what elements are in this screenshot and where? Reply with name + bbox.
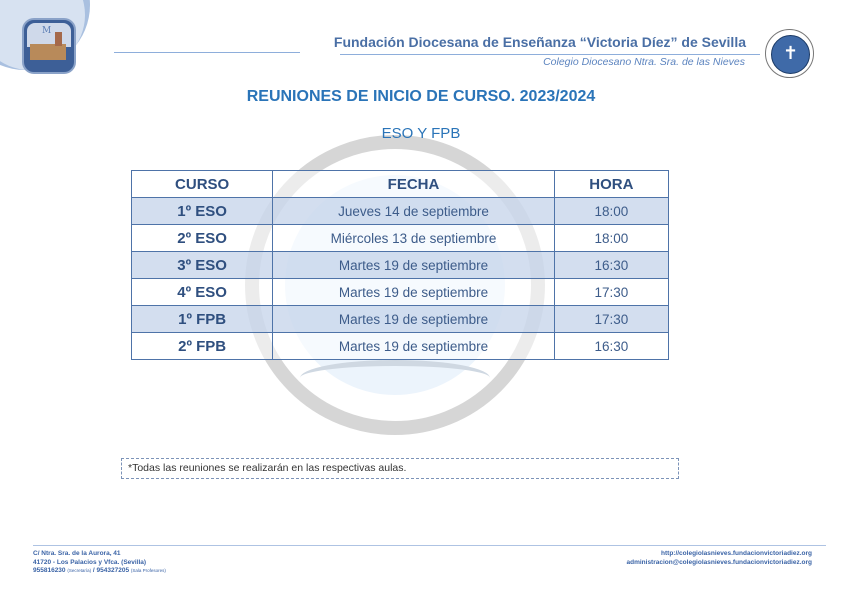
phone-secretaria-label: (Secretaría) [67, 568, 92, 573]
school-logo [22, 18, 76, 74]
header-divider-right [340, 54, 760, 55]
cell-fecha: Martes 19 de septiembre [273, 279, 555, 306]
cell-fecha: Martes 19 de septiembre [273, 306, 555, 333]
footer-address [33, 550, 166, 576]
cell-curso: 1º ESO [132, 198, 273, 225]
phone-secretaria: 955816230 [33, 567, 66, 574]
cell-hora: 17:30 [554, 306, 668, 333]
cell-curso: 3º ESO [132, 252, 273, 279]
logo-tower [55, 32, 62, 46]
table-row [132, 306, 669, 333]
column-header-fecha: FECHA [273, 171, 555, 198]
cell-fecha: Miércoles 13 de septiembre [273, 225, 555, 252]
header-divider-left [114, 52, 300, 53]
organization-name: Fundación Diocesana de Enseñanza “Victoria Díez” de Sevilla [333, 34, 746, 50]
table-row [132, 252, 669, 279]
foundation-logo [765, 29, 814, 78]
cell-hora: 16:30 [554, 333, 668, 360]
email-link[interactable]: administracion@colegiolasnieves.fundacionvictoriadiez.org [626, 558, 812, 566]
phone-profesores: 954327205 [96, 567, 130, 574]
table-row [132, 333, 669, 360]
address-line-2: 41720 - Los Palacios y Vfca. (Sevilla) [33, 558, 147, 566]
table-header-row [132, 171, 669, 198]
school-name: Colegio Diocesano Ntra. Sra. de las Nieves [543, 56, 745, 68]
footnote-box: *Todas las reuniones se realizarán en las respectivas aulas. [121, 458, 679, 479]
table-row [132, 225, 669, 252]
cell-hora: 16:30 [554, 252, 668, 279]
watermark-book [300, 360, 490, 396]
cell-curso: 2º ESO [132, 225, 273, 252]
cell-curso: 2º FPB [132, 333, 273, 360]
cell-fecha: Martes 19 de septiembre [273, 252, 555, 279]
cross-icon: ✝ [782, 43, 799, 63]
logo-building [30, 44, 66, 60]
logo-monogram: M [42, 26, 52, 36]
page-subtitle: ESO Y FPB [381, 125, 461, 142]
page-title: REUNIONES DE INICIO DE CURSO. 2023/2024 [246, 88, 596, 105]
phone-profesores-label: (Sala Profesores) [130, 568, 166, 573]
cell-hora: 18:00 [554, 225, 668, 252]
cell-hora: 18:00 [554, 198, 668, 225]
table-row [132, 279, 669, 306]
footer-contact [627, 550, 813, 567]
cell-curso: 1º FPB [132, 306, 273, 333]
cell-curso: 4º ESO [132, 279, 273, 306]
phone-line: 955816230 (Secretaría) / 954327205 (Sala Profesores) [33, 567, 166, 574]
table-row [132, 198, 669, 225]
address-line-1: C/ Ntra. Sra. de la Aurora, 41 [33, 550, 121, 557]
cell-fecha: Jueves 14 de septiembre [273, 198, 555, 225]
meetings-table [131, 170, 669, 360]
website-link[interactable]: http://colegiolasnieves.fundacionvictoriadiez.org [661, 550, 812, 557]
foundation-logo-disc [771, 35, 810, 74]
column-header-curso: CURSO [132, 171, 273, 198]
footer-divider [33, 545, 826, 546]
column-header-hora: HORA [554, 171, 668, 198]
cell-fecha: Martes 19 de septiembre [273, 333, 555, 360]
cell-hora: 17:30 [554, 279, 668, 306]
